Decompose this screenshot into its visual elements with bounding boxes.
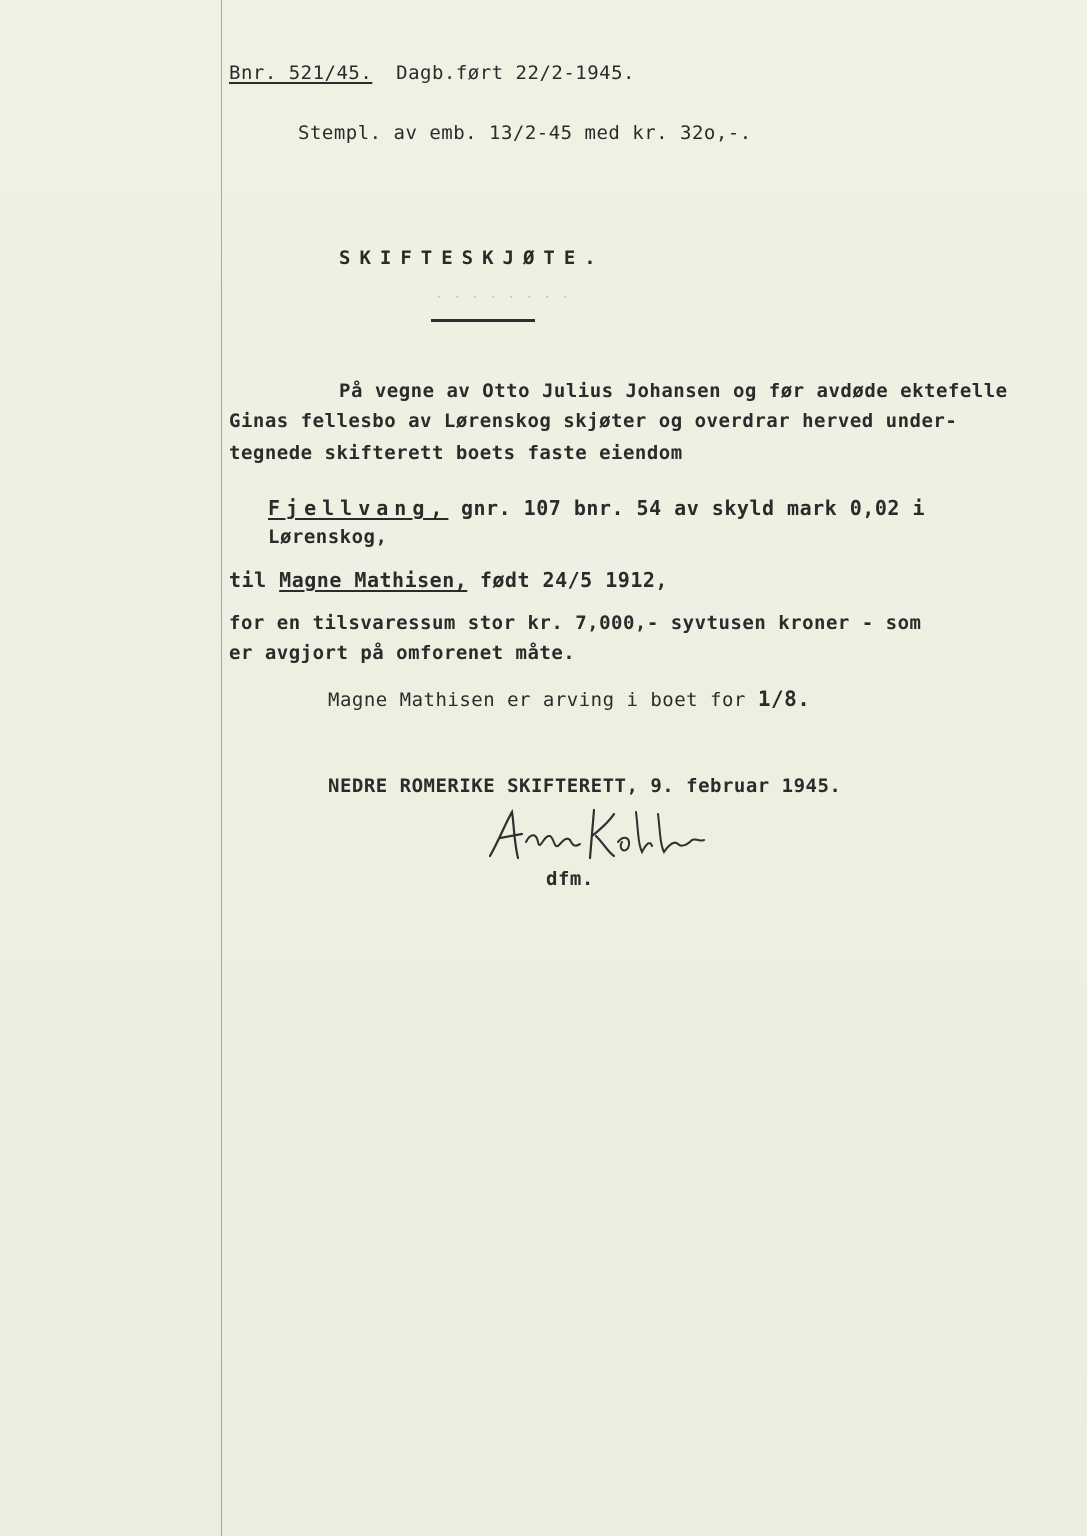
court-date-line: NEDRE ROMERIKE SKIFTERETT, 9. februar 1945. bbox=[328, 775, 842, 797]
paragraph-line-1: På vegne av Otto Julius Johansen og før avdøde ektefelle bbox=[339, 380, 1008, 402]
diary-entry: Dagb.ført 22/2-1945. bbox=[396, 62, 635, 84]
heir-fraction: 1/8. bbox=[757, 687, 811, 711]
case-number-line bbox=[229, 62, 635, 84]
paragraph-line-2: Ginas fellesbo av Lørenskog skjøter og overdrar herved under- bbox=[229, 410, 958, 432]
handwritten-signature bbox=[478, 798, 718, 870]
heir-line bbox=[328, 687, 810, 711]
price-line-1: for en tilsvaressum stor kr. 7,000,- syvtusen kroner - som bbox=[229, 612, 922, 634]
price-line-2: er avgjort på omforenet måte. bbox=[229, 642, 576, 664]
document-title: SKIFTESKJØTE. bbox=[339, 247, 605, 269]
paragraph-line-3: tegnede skifterett boets faste eiendom bbox=[229, 442, 683, 464]
property-line bbox=[268, 496, 925, 520]
case-number: Bnr. 521/45. bbox=[229, 62, 373, 84]
title-dots: · · · · · · · · bbox=[436, 292, 572, 303]
buyer-name: Magne Mathisen, bbox=[279, 568, 468, 592]
stamp-line: Stempl. av emb. 13/2-45 med kr. 32o,-. bbox=[298, 122, 752, 144]
signer-title: dfm. bbox=[546, 868, 594, 890]
buyer-prefix: til bbox=[229, 568, 267, 592]
heir-text: Magne Mathisen er arving i boet for bbox=[328, 689, 746, 711]
property-name: Fjellvang, bbox=[268, 496, 449, 520]
buyer-line bbox=[229, 568, 668, 592]
property-details: gnr. 107 bnr. 54 av skyld mark 0,02 i bbox=[460, 496, 925, 520]
buyer-birth: født 24/5 1912, bbox=[479, 568, 668, 592]
title-underline bbox=[431, 319, 535, 322]
margin-rule bbox=[221, 0, 222, 1536]
property-municipality: Lørenskog, bbox=[268, 526, 388, 548]
